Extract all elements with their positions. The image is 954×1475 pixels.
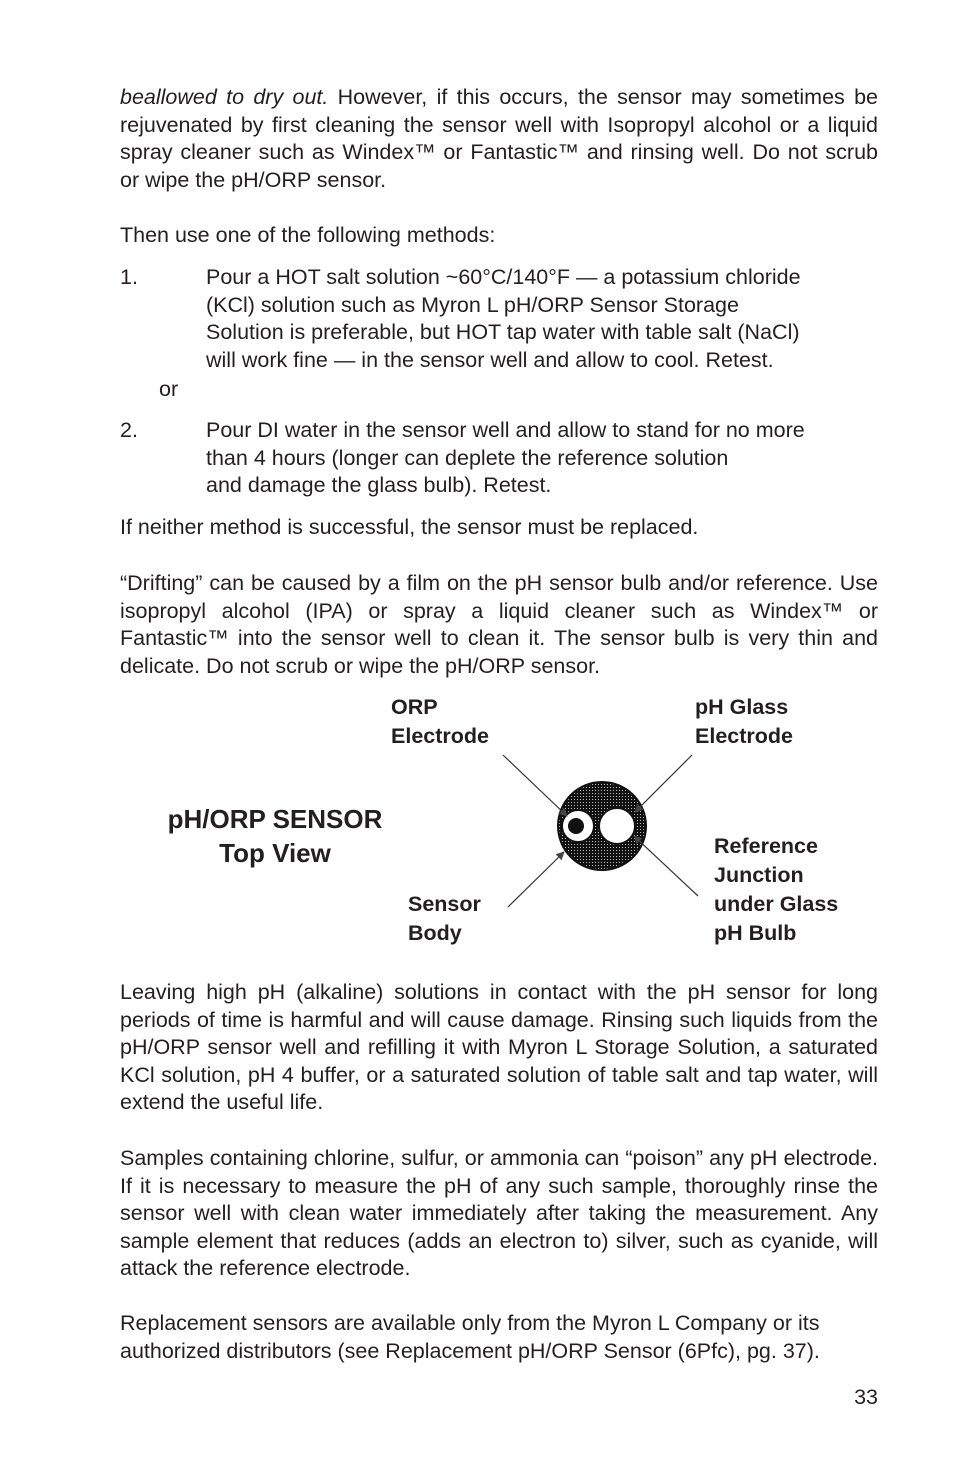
orp-electrode-shape [562, 810, 594, 842]
paragraph-line: Replacement sensors are available only from the Myron L Company or its [120, 1311, 820, 1335]
label-line: Electrode [695, 724, 793, 748]
italic-lead: beallowed to dry out. [120, 85, 329, 109]
orp-pointer-arrow [503, 755, 567, 816]
list-line: will work fine — in the sensor well and allow to cool. Retest. [206, 347, 774, 372]
list-line: than 4 hours (longer can deplete the reference solution [206, 445, 729, 470]
paragraph-line: authorized distributors (see Replacement pH/ORP Sensor (6Pfc), pg. 37). [120, 1338, 820, 1363]
diagram-title-line: pH/ORP SENSOR [167, 804, 383, 834]
label-line: Junction [714, 863, 804, 887]
list-line: Solution is preferable, but HOT tap water with table salt (NaCl) [206, 320, 800, 345]
label-line: pH Glass [695, 695, 789, 719]
list-number: 1. [120, 265, 138, 289]
ph-glass-bulb-shape [599, 808, 635, 844]
list-line: Pour DI water in the sensor well and allow to stand for no more [206, 418, 805, 442]
or-separator: or [159, 377, 179, 401]
ph-glass-pointer-arrow [635, 755, 692, 812]
label-line: Sensor [408, 892, 481, 916]
diagram-title-line: Top View [219, 838, 331, 868]
label-line: pH Bulb [714, 921, 797, 945]
label-line: ORP [391, 695, 438, 719]
label-line: Electrode [391, 724, 489, 748]
paragraph-replace: If neither method is successful, the sensor must be replaced. [120, 515, 699, 539]
paragraph-high-ph: Leaving high pH (alkaline) solutions in contact with the pH sensor for long periods of time is harmful and will cause damage. Rinsing such liquids from the pH/ORP sensor well and refilling it with Myron L Storage Solution, a saturated KCl solution, pH 4 buffer, or a saturated solution of table salt and tap water, will extend the useful life. [120, 980, 878, 1115]
paragraph-methods-intro: Then use one of the following methods: [120, 223, 496, 247]
paragraph-replacement [120, 1310, 878, 1365]
list-number: 2. [120, 418, 138, 442]
reference-pointer-arrow [634, 836, 698, 896]
page-number: 33 [854, 1385, 878, 1409]
paragraph-drifting: “Drifting” can be caused by a film on the pH sensor bulb and/or reference. Use isopropyl alcohol (IPA) or spray a liquid cleaner such as Windex™ or Fantastic™ into the sensor well to clean it. The sensor bulb is very thin and delicate. Do not scrub or wipe the pH/ORP sensor. [120, 571, 878, 678]
paragraph-poison: Samples containing chlorine, sulfur, or ammonia can “poison” any pH electrode. If it is necessary to measure the pH of any such sample, thoroughly rinse the sensor well with clean water immediately after taking the measurement. Any sample element that reduces (adds an electron to) silver, such as cyanide, will attack the reference electrode. [120, 1146, 878, 1281]
list-line: (KCl) solution such as Myron L pH/ORP Sensor Storage [206, 292, 739, 317]
paragraph-text: However, if this occurs, the sensor may sometimes be rejuvenated by first cleaning the sensor well with Isopropyl alcohol or a liquid spray cleaner such as Windex™ or Fantastic™ and rinsing well. Do not scrub or wipe the pH/ORP sensor. [120, 85, 878, 192]
list-line: Pour a HOT salt solution ~60°C/140°F — a potassium chloride [206, 265, 801, 289]
body-pointer-arrow [508, 852, 564, 907]
label-line: Body [408, 921, 462, 945]
label-line: under Glass [714, 892, 839, 916]
label-line: Reference [714, 834, 818, 858]
list-line: and damage the glass bulb). Retest. [206, 473, 552, 498]
